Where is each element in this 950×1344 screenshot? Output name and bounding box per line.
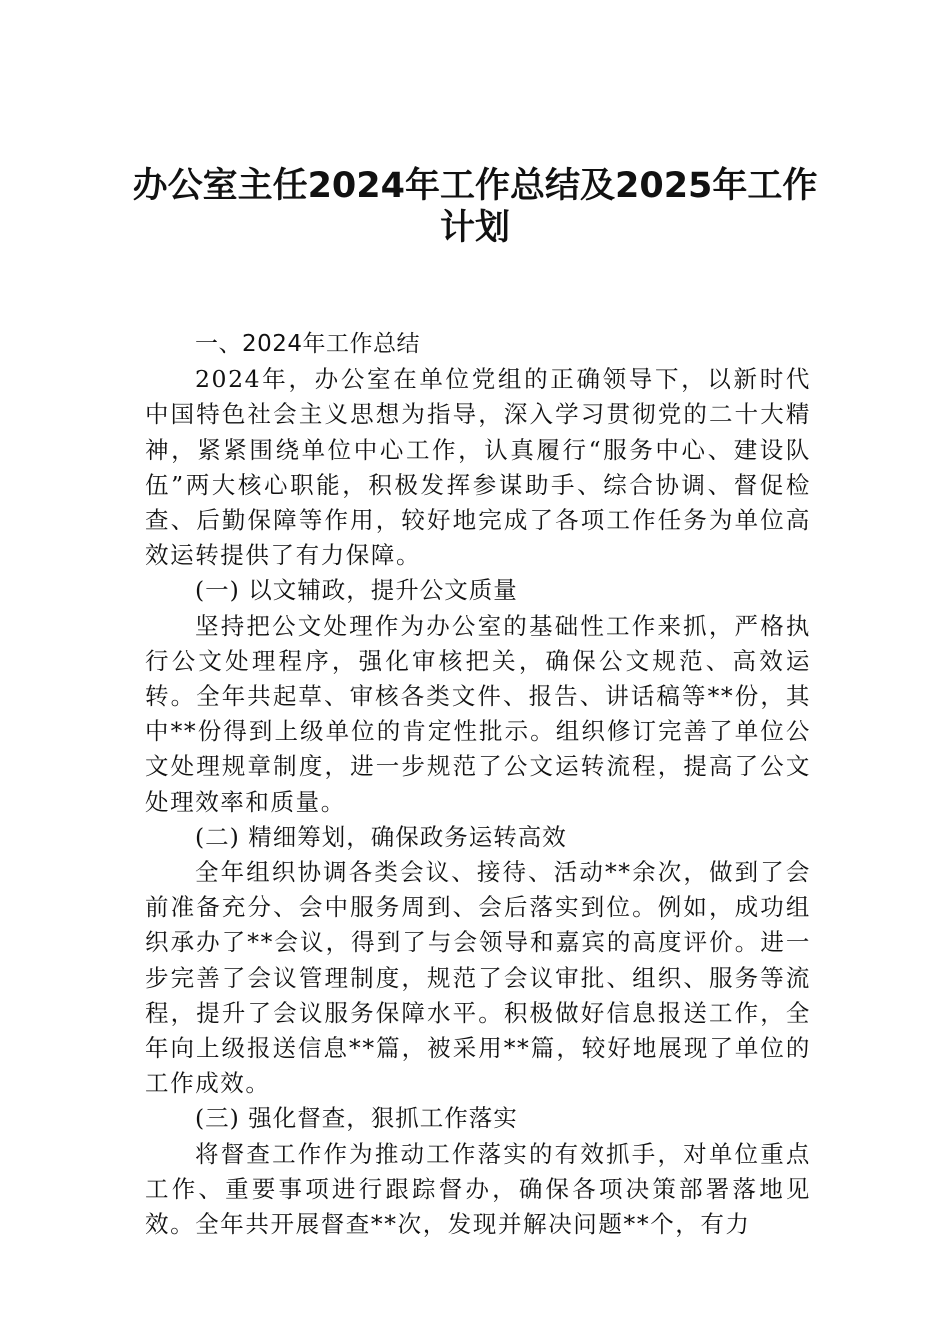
document-title-line-1: 办公室主任2024年工作总结及2025年工作 — [132, 166, 818, 206]
subsection-paragraph-2: 全年组织协调各类会议、接待、活动**余次，做到了会前准备充分、会中服务周到、会后落实到位。例如，成功组织承办了**会议，得到了与会领导和嘉宾的高度评价。进一步完善了会议管理制度，规范了会议审批、组织、服务等流程，提升了会议服务保障水平。积极做好信息报送工作，全年向上级报送信息**篇，被采用**篇，较好地展现了单位的工作成效。 — [145, 858, 811, 1098]
subsection-heading-1: (一) 以文辅政，提升公文质量 — [195, 576, 518, 605]
subsection-heading-2: (二) 精细筹划，确保政务运转高效 — [195, 822, 567, 851]
document-title-line-2: 计划 — [439, 208, 510, 248]
subsection-paragraph-3: 将督查工作作为推动工作落实的有效抓手，对单位重点工作、重要事项进行跟踪督办，确保各项决策部署落地见效。全年共开展督查**次，发现并解决问题**个，有力 — [145, 1139, 811, 1239]
section-intro-paragraph: 2024年，办公室在单位党组的正确领导下，以新时代中国特色社会主义思想为指导，深入学习贯彻党的二十大精神，紧紧围绕单位中心工作，认真履行“服务中心、建设队伍”两大核心职能，积极发挥参谋助手、综合协调、督促检查、后勤保障等作用，较好地完成了各项工作任务为单位高效运转提供了有力保障。 — [145, 365, 811, 570]
subsection-heading-3: (三) 强化督查，狠抓工作落实 — [195, 1104, 518, 1133]
section-heading: 一、2024年工作总结 — [195, 331, 421, 357]
subsection-paragraph-1: 坚持把公文处理作为办公室的基础性工作来抓，严格执行公文处理程序，强化审核把关，确保公文规范、高效运转。全年共起草、审核各类文件、报告、讲话稿等**份，其中**份得到上级单位的肯定性批示。组织修订完善了单位公文处理规章制度，进一步规范了公文运转流程，提高了公文处理效率和质量。 — [145, 611, 811, 816]
document-body — [145, 327, 811, 1242]
